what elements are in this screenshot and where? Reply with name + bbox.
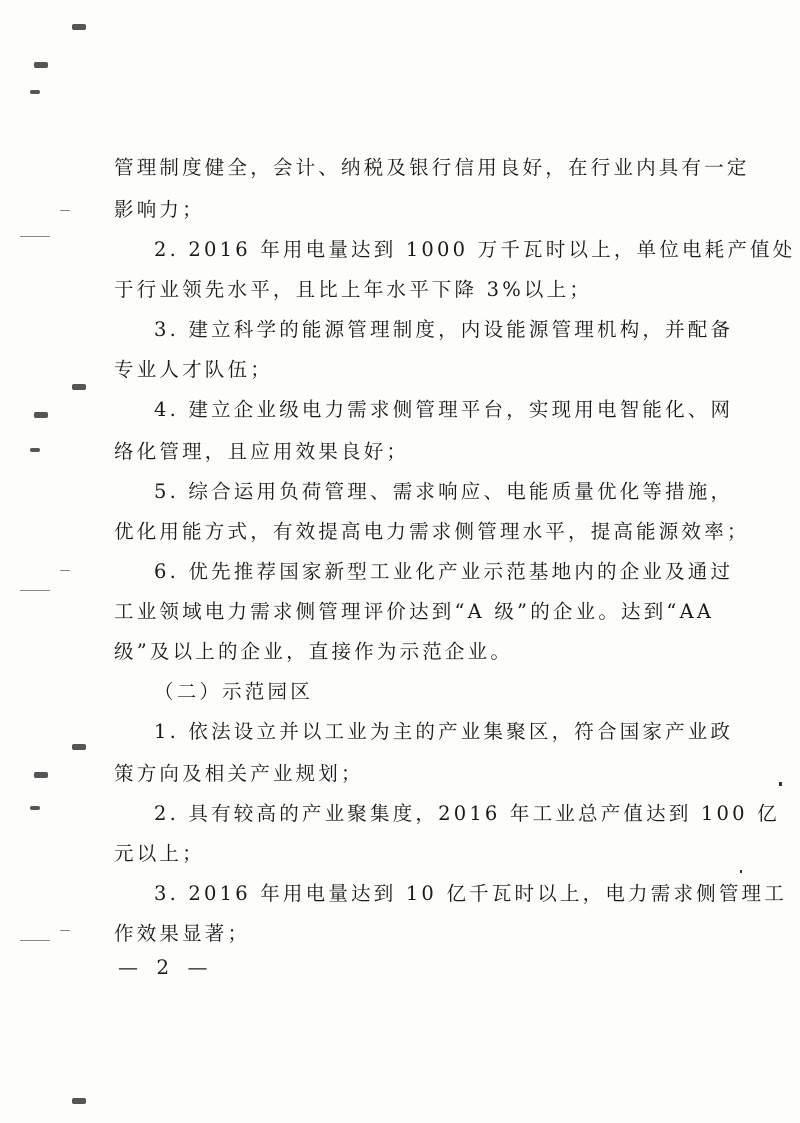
scan-mark (20, 940, 50, 941)
text-line: 优化用能方式，有效提高电力需求侧管理水平，提高能源效率； (114, 520, 750, 543)
text-line: 6. 优先推荐国家新型工业化产业示范基地内的企业及通过 (154, 560, 734, 583)
scan-mark (740, 870, 742, 873)
section-heading: （二）示范园区 (154, 680, 313, 703)
page-number: — 2 — (118, 955, 214, 979)
text-line: 影响力； (114, 198, 205, 221)
scan-mark (60, 930, 70, 931)
text-line: 3. 2016 年用电量达到 10 亿千瓦时以上，电力需求侧管理工 (154, 882, 787, 905)
scan-mark (20, 590, 50, 591)
scan-mark (34, 772, 48, 778)
scan-mark (72, 1098, 86, 1104)
scan-mark (30, 448, 40, 452)
text-line: 1. 依法设立并以工业为主的产业集聚区，符合国家产业政 (154, 720, 734, 743)
scan-mark (30, 806, 40, 810)
text-line: 策方向及相关产业规划； (114, 762, 364, 785)
text-line: 管理制度健全，会计、纳税及银行信用良好，在行业内具有一定 (114, 156, 750, 179)
scan-mark (72, 384, 86, 390)
scan-mark (72, 24, 86, 30)
scan-mark (779, 782, 782, 786)
scan-mark (60, 570, 70, 571)
text-line: 5. 综合运用负荷管理、需求响应、电能质量优化等措施， (154, 480, 734, 503)
scan-mark (34, 412, 48, 418)
text-line: 4. 建立企业级电力需求侧管理平台，实现用电智能化、网 (154, 398, 734, 421)
text-line: 作效果显著； (114, 922, 251, 945)
text-line: 元以上； (114, 842, 205, 865)
scan-mark (60, 210, 70, 211)
scan-mark (30, 90, 40, 94)
text-line: 络化管理，且应用效果良好； (114, 440, 410, 463)
scan-mark (20, 236, 50, 237)
text-line: 2. 具有较高的产业聚集度，2016 年工业总产值达到 100 亿 (154, 802, 780, 825)
text-line: 3. 建立科学的能源管理制度，内设能源管理机构，并配备 (154, 318, 734, 341)
text-line: 专业人才队伍； (114, 358, 273, 381)
text-line: 于行业领先水平，且比上年水平下降 3%以上； (114, 278, 593, 301)
text-line: 工业领域电力需求侧管理评价达到“A 级”的企业。达到“AA (114, 600, 715, 623)
scan-mark (72, 744, 86, 750)
text-line: 级”及以上的企业，直接作为示范企业。 (114, 640, 514, 663)
text-line: 2. 2016 年用电量达到 1000 万千瓦时以上，单位电耗产值处 (154, 238, 796, 261)
scan-mark (34, 62, 48, 68)
